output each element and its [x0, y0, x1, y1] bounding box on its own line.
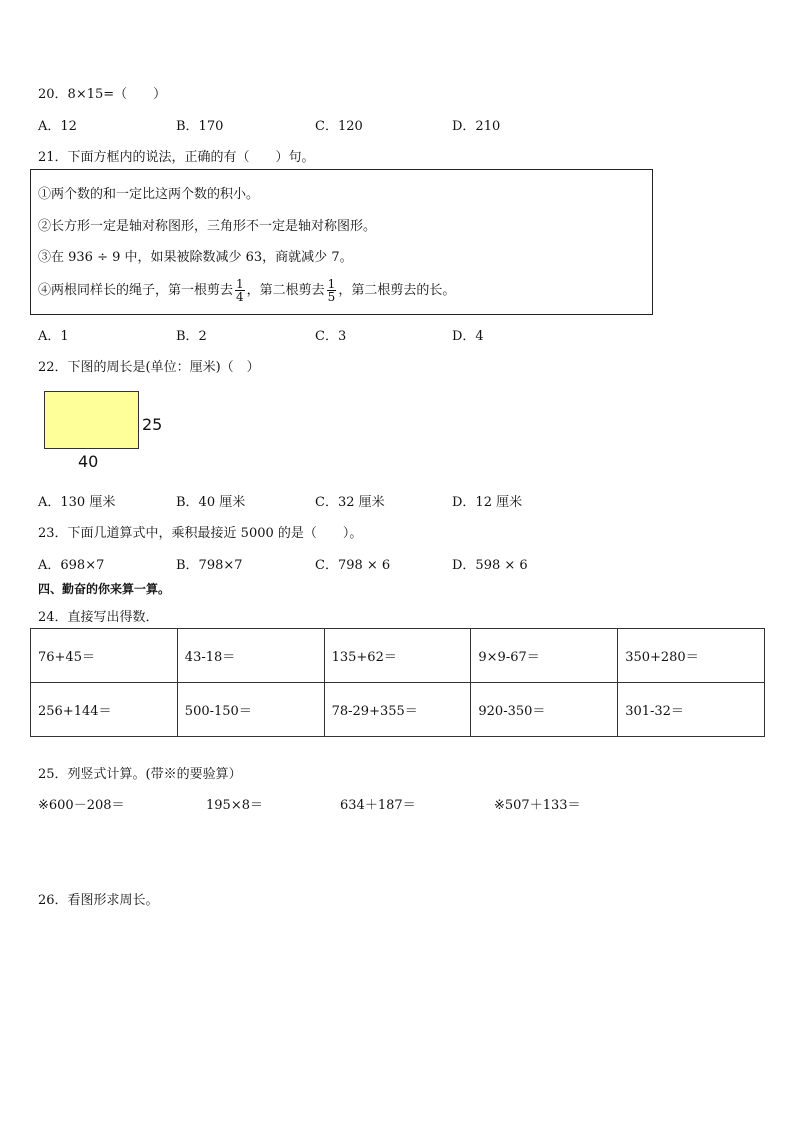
- q21-option-c[interactable]: C．3: [315, 329, 347, 344]
- q23-option-b[interactable]: B．798×7: [176, 558, 243, 573]
- q24-calc-table: [30, 628, 765, 737]
- calc-cell[interactable]: 350+280＝: [618, 629, 765, 683]
- q25-item-2[interactable]: 195×8＝: [206, 798, 263, 813]
- q21-statement-2: ②长方形一定是轴对称图形，三角形不一定是轴对称图形。: [38, 219, 377, 234]
- q23-option-a[interactable]: A．698×7: [38, 558, 105, 573]
- calc-cell[interactable]: 500-150＝: [177, 683, 324, 737]
- q21-statement-4: [38, 271, 455, 311]
- q20-option-a[interactable]: A．12: [38, 119, 77, 134]
- fraction-numerator: 1: [236, 277, 244, 291]
- q24-stem: 24．直接写出得数．: [38, 610, 159, 625]
- q21-s4-part2: ，第二根剪去: [246, 283, 325, 298]
- table-row: [31, 683, 765, 737]
- q25-item-4[interactable]: ※507＋133＝: [494, 798, 581, 813]
- q21-option-a[interactable]: A．1: [38, 329, 69, 344]
- section-4-title: 四、勤奋的你来算一算。: [38, 582, 171, 596]
- q21-option-b[interactable]: B．2: [176, 329, 207, 344]
- fraction-denominator: 5: [327, 290, 336, 304]
- calc-cell[interactable]: 9×9-67＝: [471, 629, 618, 683]
- calc-cell[interactable]: 135+62＝: [324, 629, 471, 683]
- q21-statement-3: ③在 936 ÷ 9 中，如果被除数减少 63，商就减少 7。: [38, 250, 353, 265]
- calc-cell[interactable]: 256+144＝: [31, 683, 178, 737]
- fraction-one-fifth: [327, 278, 337, 303]
- calc-cell[interactable]: 78-29+355＝: [324, 683, 471, 737]
- q23-option-d[interactable]: D．598 × 6: [452, 558, 528, 573]
- q25-item-1[interactable]: ※600－208＝: [38, 798, 125, 813]
- table-row: [31, 629, 765, 683]
- q26-stem: 26．看图形求周长。: [38, 893, 159, 908]
- fraction-denominator: 4: [236, 290, 244, 304]
- calc-cell[interactable]: 43-18＝: [177, 629, 324, 683]
- q23-option-c[interactable]: C．798 × 6: [315, 558, 391, 573]
- q22-option-c[interactable]: C．32 厘米: [315, 495, 385, 510]
- q20-option-d[interactable]: D．210: [452, 119, 501, 134]
- q22-stem: 22．下图的周长是(单位：厘米)（ ）: [38, 360, 260, 375]
- calc-cell[interactable]: 920-350＝: [471, 683, 618, 737]
- rectangle-figure: [44, 391, 139, 449]
- q21-s4-part3: ，第二根剪去的长。: [338, 283, 456, 298]
- rectangle-height-label: 25: [142, 415, 163, 434]
- q20-option-c[interactable]: C．120: [315, 119, 363, 134]
- q20-stem: 20．8×15=（ ）: [38, 87, 167, 102]
- q22-option-b[interactable]: B．40 厘米: [176, 495, 246, 510]
- q21-stem: 21．下面方框内的说法，正确的有（ ）句。: [38, 150, 315, 165]
- q20-option-b[interactable]: B．170: [176, 119, 224, 134]
- q25-stem: 25．列竖式计算。(带※的要验算）: [38, 767, 242, 782]
- q21-s4-part1: ④两根同样长的绳子，第一根剪去: [38, 283, 234, 298]
- q22-option-a[interactable]: A．130 厘米: [38, 495, 116, 510]
- q21-statement-1: ①两个数的和一定比这两个数的积小。: [38, 187, 260, 202]
- q23-stem: 23．下面几道算式中，乘积最接近 5000 的是（ ）。: [38, 526, 363, 541]
- fraction-numerator: 1: [327, 277, 336, 291]
- calc-cell[interactable]: 301-32＝: [618, 683, 765, 737]
- fraction-one-quarter: [235, 278, 245, 303]
- q25-item-3[interactable]: 634＋187＝: [340, 798, 416, 813]
- calc-cell[interactable]: 76+45＝: [31, 629, 178, 683]
- q22-option-d[interactable]: D．12 厘米: [452, 495, 523, 510]
- rectangle-width-label: 40: [78, 452, 99, 471]
- q21-option-d[interactable]: D．4: [452, 329, 484, 344]
